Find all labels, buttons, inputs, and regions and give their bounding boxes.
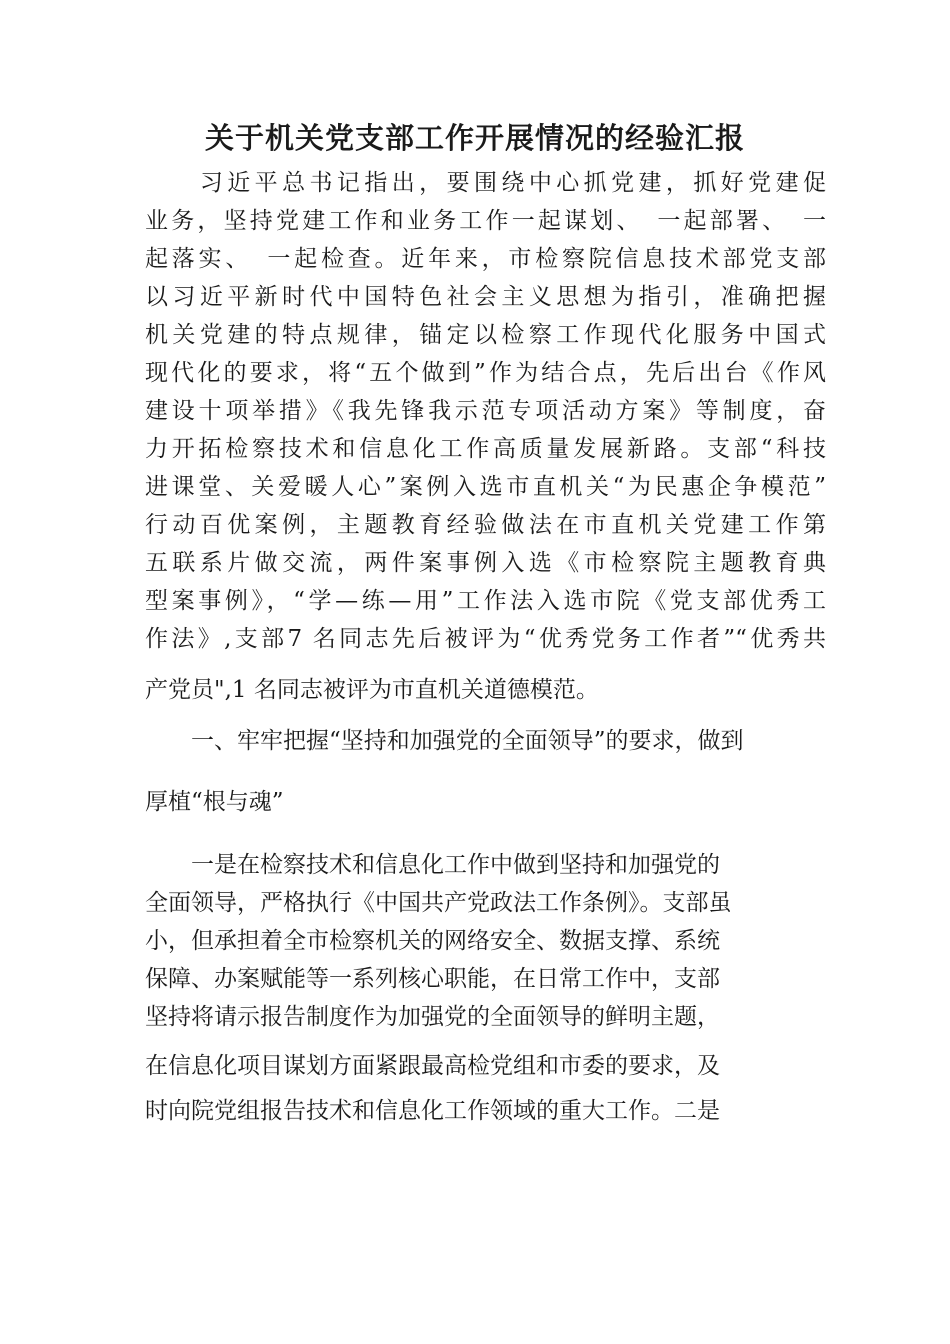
- paragraph-1-line: 建设十项举措》《我先锋我示范专项活动方案》等制度，奋: [145, 398, 826, 424]
- paragraph-2-line: 一是在检察技术和信息化工作中做到坚持和加强党的: [145, 852, 720, 878]
- paragraph-1-line: 现代化的要求，将“五个做到”作为结合点，先后出台《作风: [145, 360, 826, 386]
- paragraph-2-line: 在信息化项目谋划方面紧跟最高检党组和市委的要求，及: [145, 1053, 720, 1079]
- paragraph-1-line: 机关党建的特点规律，锚定以检察工作现代化服务中国式: [145, 322, 826, 348]
- paragraph-2-line: 保障、办案赋能等一系列核心职能，在日常工作中，支部: [145, 966, 720, 992]
- paragraph-1-line: 起落实、 一起检查。近年来，市检察院信息技术部党支部: [145, 246, 826, 272]
- paragraph-1-line: 型案事例》，“学—练—用”工作法入选市院《党支部优秀工: [145, 588, 826, 614]
- section-1-heading: 一、牢牢把握“坚持和加强党的全面领导”的要求，做到: [145, 728, 744, 754]
- paragraph-1-line: 进课堂、关爱暖人心”案例入选市直机关“为民惠企争模范”: [145, 474, 826, 500]
- paragraph-1-line: 力开拓检察技术和信息化工作高质量发展新路。支部“科技: [145, 436, 826, 462]
- paragraph-1-line: 行动百优案例，主题教育经验做法在市直机关党建工作第: [145, 512, 826, 538]
- section-1-heading: 厚植“根与魂”: [145, 789, 284, 815]
- paragraph-2-line: 时向院党组报告技术和信息化工作领域的重大工作。二是: [145, 1098, 720, 1124]
- paragraph-2-line: 全面领导，严格执行《中国共产党政法工作条例》。支部虽: [145, 890, 732, 916]
- document-title: 关于机关党支部工作开展情况的经验汇报: [204, 121, 745, 155]
- paragraph-1-line: 五联系片做交流，两件案事例入选《市检察院主题教育典: [145, 550, 826, 576]
- paragraph-1-line: 以习近平新时代中国特色社会主义思想为指引，准确把握: [145, 284, 826, 310]
- paragraph-1-line: 业务，坚持党建工作和业务工作一起谋划、 一起部署、 一: [145, 208, 826, 234]
- paragraph-2-line: 小，但承担着全市检察机关的网络安全、数据支撑、系统: [145, 928, 720, 954]
- paragraph-1-line: 产党员",1 名同志被评为市直机关道德模范。: [145, 677, 599, 703]
- paragraph-2-line: 坚持将请示报告制度作为加强党的全面领导的鲜明主题，: [145, 1004, 720, 1030]
- paragraph-1-line: 作法》,支部7 名同志先后被评为“优秀党务工作者”“优秀共: [145, 626, 826, 652]
- paragraph-1-line: 习近平总书记指出，要围绕中心抓党建，抓好党建促: [145, 170, 826, 196]
